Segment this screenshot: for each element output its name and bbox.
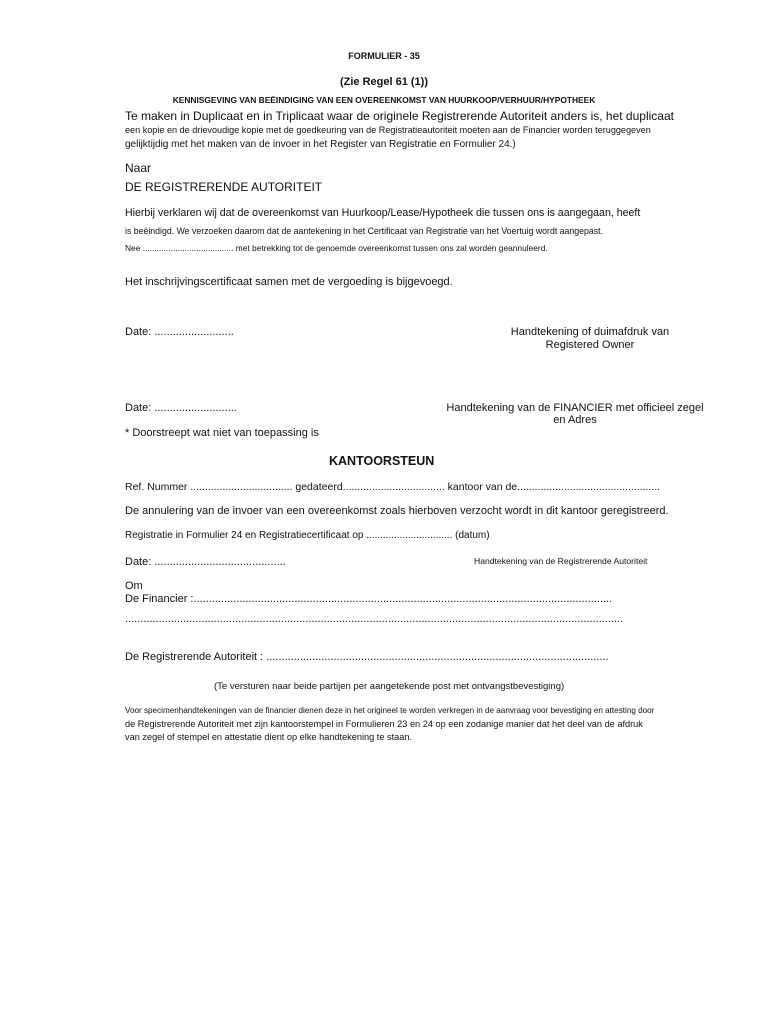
financier-signature-label-2: en Adres [553, 414, 597, 426]
instructions-line-3: gelijktijdig met het maken van de invoer in het Register van Registratie en Formulier 24.) [125, 139, 516, 150]
financier-signature-label-1: Handtekening van de FINANCIER met officieel zegel [446, 402, 704, 414]
authority-line: De Registrerende Autoriteit : ................................................................................................................ [125, 651, 609, 663]
strike-through-footnote: * Doorstreept wat niet van toepassing is [125, 427, 319, 439]
office-to: Om [125, 580, 143, 592]
registration-line: Registratie in Formulier 24 en Registratiecertificaat op ............................... (datum) [125, 530, 490, 541]
instructions-line-1: Te maken in Duplicaat en in Triplicaat waar de originele Registrerende Autoriteit anders is, het duplicaat [125, 109, 674, 123]
owner-date-field: Date: .......................... [125, 326, 234, 338]
financier-line: De Financier :......................................................................................................................................... [125, 593, 613, 605]
specimen-note-line-3: van zegel of stempel en attestatie dient op elke handtekening te staan. [125, 732, 413, 742]
attachment-note: Het inschrijvingscertificaat samen met de vergoeding is bijgevoegd. [125, 276, 453, 288]
owner-signature-label-1: Handtekening of duimafdruk van [510, 326, 670, 338]
specimen-note-line-2: de Registrerende Autoriteit met zijn kantoorstempel in Formulieren 23 en 24 op een zodanige manier dat het deel van de afdruk [125, 719, 643, 729]
declaration-line-1: Hierbij verklaren wij dat de overeenkomst van Huurkoop/Lease/Hypotheek die tussen ons is aangegaan, heeft [125, 207, 641, 219]
office-date-field: Date: ........................................... [125, 556, 286, 568]
delivery-note: (Te versturen naar beide partijen per aangetekende post met ontvangstbevestiging) [214, 681, 565, 692]
instructions-line-2: een kopie en de drievoudige kopie met de goedkeuring van de Registratieautoriteit moeten aan de Financier worden teruggegeven [125, 125, 651, 135]
office-heading: KANTOORSTEUN [329, 454, 435, 468]
form-title: KENNISGEVING VAN BEËINDIGING VAN EEN OVEREENKOMST VAN HUURKOOP/VERHUUR/HYPOTHEEK [172, 95, 596, 105]
declaration-line-3: Nee ....................................... met betrekking tot de genoemde overeenkomst tussen ons zal worden geannuleerd. [125, 243, 548, 253]
addressee-authority: DE REGISTRERENDE AUTORITEIT [125, 180, 323, 194]
specimen-note-line-1: Voor specimenhandtekeningen van de financier dienen deze in het origineel te worden verkregen in de aanvraag voor bevestiging en attesting door [125, 706, 655, 715]
reference-line: Ref. Nummer ................................... gedateerd................................... kantoor van de................................................. [125, 481, 661, 493]
financier-date-field: Date: ........................... [125, 402, 237, 414]
rule-reference: (Zie Regel 61 (1)) [339, 76, 429, 88]
declaration-line-2: is beëindigd. We verzoeken daarom dat de aantekening in het Certificaat van Registratie van het Voertuig wordt aangepast. [125, 226, 603, 236]
form-number: FORMULIER - 35 [348, 51, 420, 61]
addressee-to: Naar [125, 161, 152, 175]
authority-signature-label: Handtekening van de Registrerende Autoriteit [474, 556, 648, 566]
owner-signature-label-2: Registered Owner [545, 339, 635, 351]
cancellation-note: De annulering van de invoer van een overeenkomst zoals hierboven verzocht wordt in dit kantoor geregistreerd. [125, 505, 669, 517]
financier-line-continuation: ................................................................................................................................................................... [125, 613, 624, 625]
